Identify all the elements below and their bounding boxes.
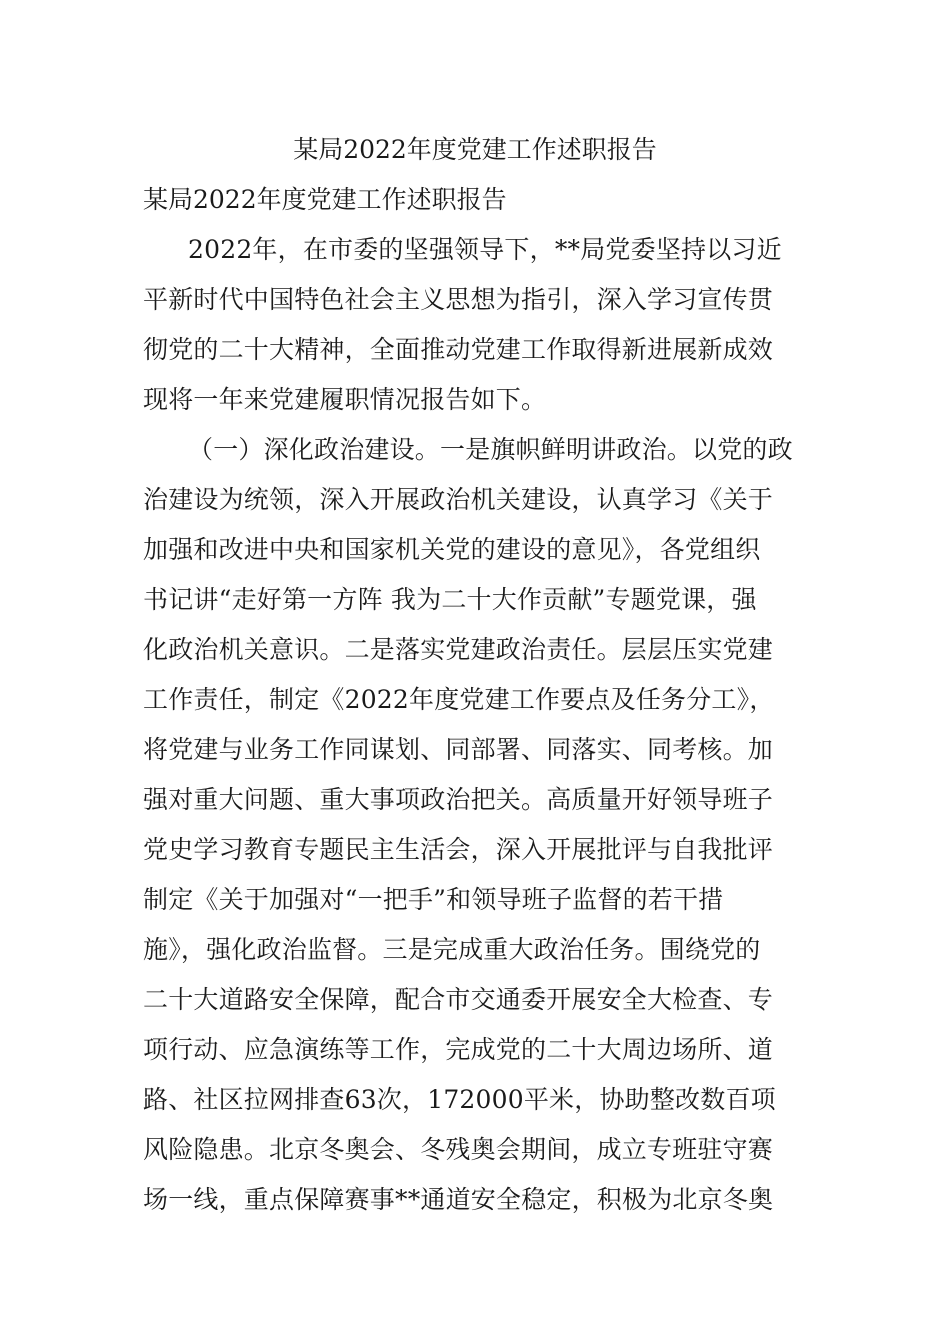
body-line: 强对重大问题、重大事项政治把关。高质量开好领导班子 — [143, 785, 774, 814]
body-line: 2022年，在市委的坚强领导下，**局党委坚持以习近 — [188, 235, 782, 264]
body-line: 路、社区拉网排查63次，172000平米，协助整改数百项 — [143, 1085, 776, 1114]
body-line: 化政治机关意识。二是落实党建政治责任。层层压实党建 — [143, 635, 774, 664]
document-title: 某局2022年度党建工作述职报告 — [293, 135, 657, 164]
body-line: 加强和改进中央和国家机关党的建设的意见》，各党组织 — [143, 535, 761, 564]
document-subtitle: 某局2022年度党建工作述职报告 — [143, 185, 507, 214]
body-line: 将党建与业务工作同谋划、同部署、同落实、同考核。加 — [143, 735, 774, 764]
body-line: 治建设为统领，深入开展政治机关建设，认真学习《关于 — [143, 485, 774, 514]
body-line: 书记讲“走好第一方阵 我为二十大作贡献”专题党课，强 — [143, 585, 757, 614]
body-line: （一）深化政治建设。一是旗帜鲜明讲政治。以党的政 — [188, 435, 793, 464]
body-line: 场一线，重点保障赛事**通道安全稳定，积极为北京冬奥 — [143, 1185, 774, 1214]
body-line: 工作责任，制定《2022年度党建工作要点及任务分工》， — [143, 685, 775, 714]
body-line: 党史学习教育专题民主生活会，深入开展批评与自我批评 — [143, 835, 774, 864]
body-line: 二十大道路安全保障，配合市交通委开展安全大检查、专 — [143, 985, 774, 1014]
body-line: 彻党的二十大精神，全面推动党建工作取得新进展新成效 — [143, 335, 774, 364]
body-line: 平新时代中国特色社会主义思想为指引，深入学习宣传贯 — [143, 285, 774, 314]
body-line: 风险隐患。北京冬奥会、冬残奥会期间，成立专班驻守赛 — [143, 1135, 774, 1164]
body-line: 制定《关于加强对“一把手”和领导班子监督的若干措 — [143, 885, 724, 914]
body-line: 现将一年来党建履职情况报告如下。 — [143, 385, 547, 414]
body-line: 项行动、应急演练等工作，完成党的二十大周边场所、道 — [143, 1035, 774, 1064]
body-line: 施》，强化政治监督。三是完成重大政治任务。围绕党的 — [143, 935, 761, 964]
